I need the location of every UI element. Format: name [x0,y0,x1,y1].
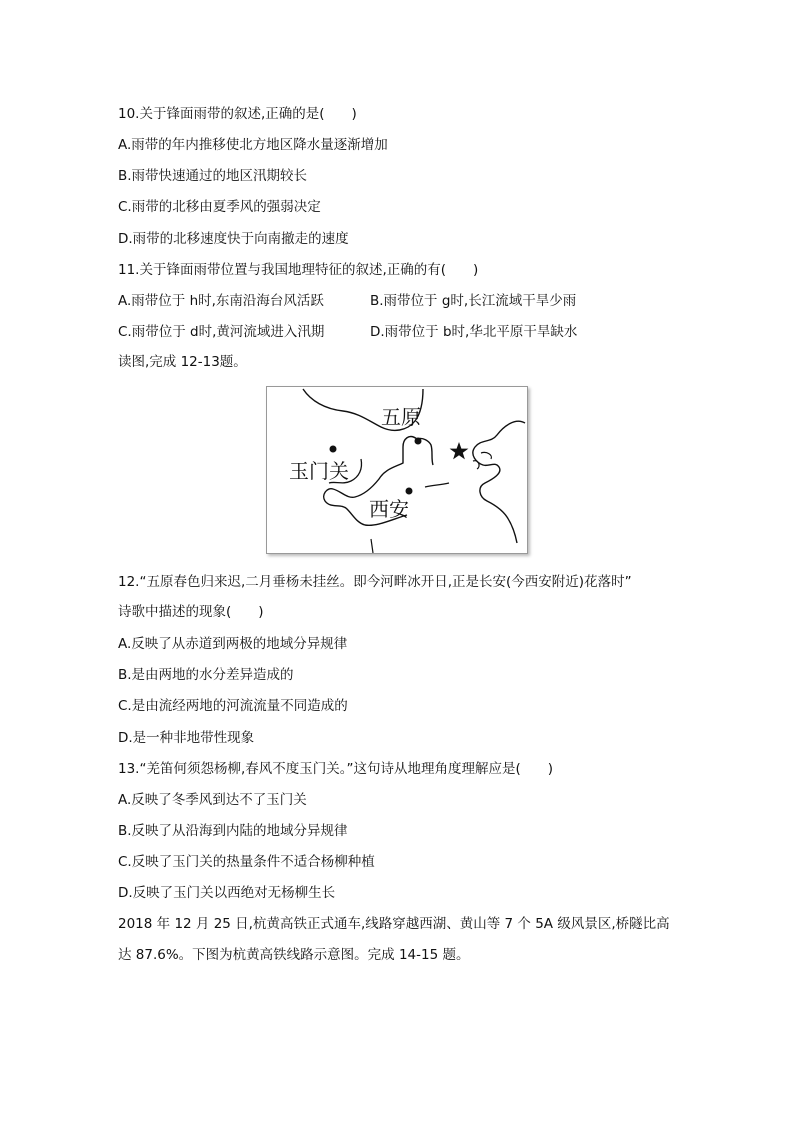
q12-option-c: C.是由流经两地的河流流量不同造成的 [118,698,348,714]
q10-stem: 10.关于锋面雨带的叙述,正确的是( ) [118,106,357,122]
map-label-wuyuan: 五原 [381,405,421,429]
map-coast-inlet [473,452,491,469]
q10-option-b: B.雨带快速通过的地区汛期较长 [118,168,308,184]
q12-option-b: B.是由两地的水分差异造成的 [118,667,294,683]
map-river-segment [425,483,449,487]
map-dot-yumenguan [330,446,337,453]
q10-option-a: A.雨带的年内推移使北方地区降水量逐渐增加 [118,137,388,153]
map-star-icon [450,442,469,459]
map-figure [266,386,528,554]
intro-14-15-line1: 2018 年 12 月 25 日,杭黄高铁正式通车,线路穿越西湖、黄山等 7 个 5A 级风景区,桥隧比高 [118,916,670,932]
q13-stem: 13.“羌笛何须怨杨柳,春风不度玉门关。”这句诗从地理角度理解应是( ) [118,761,554,777]
q13-option-c: C.反映了玉门关的热量条件不适合杨柳种植 [118,854,375,870]
q10-option-c: C.雨带的北移由夏季风的强弱决定 [118,199,321,215]
q10-option-d: D.雨带的北移速度快于向南撤走的速度 [118,231,349,247]
map-label-yumenguan: 玉门关 [289,459,349,483]
q11-option-b: B.雨带位于 g时,长江流域干旱少雨 [370,293,577,309]
q12-option-d: D.是一种非地带性现象 [118,730,255,746]
map-label-xian: 西安 [369,497,409,521]
map-coastline [473,421,525,543]
q11-option-c: C.雨带位于 d时,黄河流域进入汛期 [118,324,325,340]
intro-12-13: 读图,完成 12-13题。 [118,354,247,370]
q12-stem-line2: 诗歌中描述的现象( ) [118,604,264,620]
q13-option-d: D.反映了玉门关以西绝对无杨柳生长 [118,885,336,901]
map-river-bottom [371,539,373,553]
q11-option-d: D.雨带位于 b时,华北平原干旱缺水 [370,324,578,340]
q13-option-b: B.反映了从沿海到内陆的地域分异规律 [118,823,348,839]
intro-14-15-line2: 达 87.6%。下图为杭黄高铁线路示意图。完成 14-15 题。 [118,947,470,963]
q12-stem-line1: 12.“五原春色归来迟,二月垂杨未挂丝。即今河畔冰开日,正是长安(今西安附近)花落时” [118,574,632,590]
q13-option-a: A.反映了冬季风到达不了玉门关 [118,792,307,808]
map-dot-wuyuan [415,438,422,445]
q12-option-a: A.反映了从赤道到两极的地域分异规律 [118,636,348,652]
q11-option-a: A.雨带位于 h时,东南沿海台风活跃 [118,293,324,309]
q11-stem: 11.关于锋面雨带位置与我国地理特征的叙述,正确的有( ) [118,262,479,278]
